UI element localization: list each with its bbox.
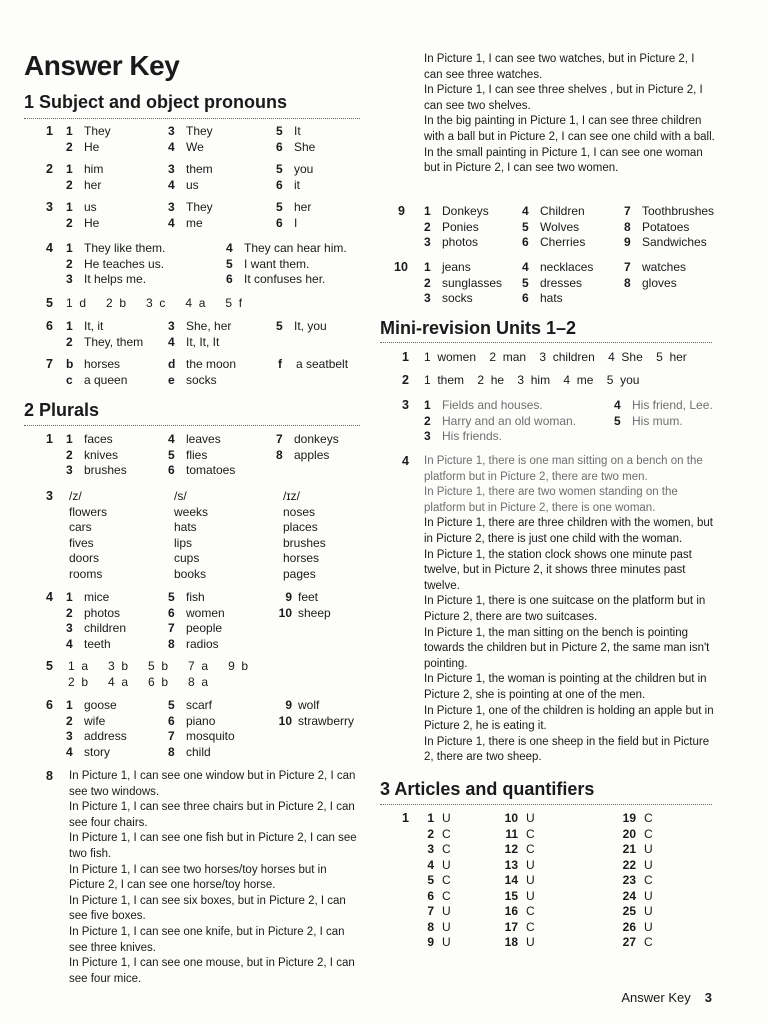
exercise-number: 1 xyxy=(46,124,53,138)
exercise-1-4: 4 1 They like them. 2 He teaches us. 3 It helps me. 4 They can hear him. 5 I want them. 6 It confuses her. xyxy=(46,241,347,286)
exercise-number: 10 xyxy=(394,260,408,274)
exercise-number: 4 xyxy=(402,454,409,468)
section-heading-pronouns: 1 Subject and object pronouns xyxy=(24,92,288,112)
exercise-number: 1 xyxy=(402,811,409,825)
exercise-number: 9 xyxy=(398,204,405,218)
exercise-2-8-continued: In Picture 1, I can see two watches, but in Picture 2, I can see three watches. In Picture 1, I can see three shelves , but in Picture 2, I can see two shelves. In the big painting in Picture 1, I can see three children with a ball but in Picture 2, I can see one child with a ball. In the small painting in Picture 1, I can see one woman but in Picture 2, I can see two women. xyxy=(424,53,715,175)
exercise-number: 4 xyxy=(46,590,53,604)
mini-exercise-4 xyxy=(402,454,718,774)
page-number: 3 xyxy=(704,990,712,1005)
answer-paragraphs: In Picture 1, there is one man sitting on a bench on the platform but in Picture 2, there are two men. In Picture 1, there are two women standing on the platform but in Picture 2, there is one woman. In Picture 1, there are three children with the women, but in Picture 2, there is just one child with the woman. In Picture 1, the station clock shows one minute past twelve, but in Picture 2, it shows three minutes past twelve. In Picture 1, there is one suitcase on the platform but in Picture 2, there are two suitcases. In Picture 1, the man sitting on the bench is pointing towards the children but in Picture 2, the same man isn't pointing. In Picture 1, the woman is pointing at the children but in Picture 2, she is pointing at one of the men. In Picture 1, one of the children is holding an apple but in Picture 2, he is eating it. In Picture 1, there is one sheep in the field but in Picture 2, there are two sheep. xyxy=(424,455,714,764)
exercise-number: 2 xyxy=(402,373,409,387)
section-rule xyxy=(24,118,360,119)
exercise-number: 1 xyxy=(46,432,53,446)
footer-label: Answer Key xyxy=(621,990,691,1005)
exercise-2-3: 3 /z/ flowers cars fives doors rooms /s/ weeks hats lips cups books /ɪz/ noses places brushes horses pages xyxy=(46,489,326,581)
page-title: Answer Key xyxy=(24,50,180,81)
exercise-2-6: 6 1 goose 2 wife 3 address 4 story 5 scarf 6 piano 7 mosquito 8 child 9 wolf 10 strawberry xyxy=(46,698,355,759)
exercise-1-6: 6 1 It, it 2 They, them 3 She, her 4 It, It, It 5 It, you xyxy=(46,319,327,349)
exercise-1-2: 2 1 him 2 her 3 them 4 us 5 you 6 it xyxy=(46,162,314,192)
answer-paragraphs: In Picture 1, I can see one window but in Picture 2, I can see two windows. In Picture 1, I can see three chairs but in Picture 2, I can see four chairs. In Picture 1, I can see one fish but in Picture 2, I can see two fish. In Picture 1, I can see two horses/toy horses but in Picture 2, I can see one horse/toy horse. In Picture 1, I can see six boxes, but in Picture 2, I can see five boxes. In Picture 1, I can see one knife, but in Picture 2, I can see three knives. In Picture 1, I can see one mouse, but in Picture 2, I can see four mice. xyxy=(69,770,357,985)
page-footer xyxy=(621,990,712,1005)
exercise-number: 1 xyxy=(402,350,409,364)
exercise-number: 3 xyxy=(402,398,409,412)
section-heading-articles: 3 Articles and quantifiers xyxy=(380,779,595,799)
exercise-2-1: 1 1 faces 2 knives 3 brushes 4 leaves 5 flies 6 tomatoes 7 donkeys 8 apples xyxy=(46,432,339,477)
exercise-1-7: 7 b horses c a queen d the moon e socks f a seatbelt xyxy=(46,357,349,387)
exercise-number: 5 xyxy=(46,659,53,673)
exercise-2-9: 9 1 Donkeys 2 Ponies 3 photos 4 Children 5 Wolves 6 Cherries 7 Toothbrushes 8 Potatoes 9 Sandwiches xyxy=(398,204,715,249)
section-rule xyxy=(380,804,712,805)
exercise-2-10: 10 1 jeans 2 sunglasses 3 socks 4 necklaces 5 dresses 6 hats 7 watches 8 gloves xyxy=(394,260,687,305)
exercise-2-5: 5 1 a 3 b 5 b 7 a 9 b 2 b 4 a 6 b 8 a xyxy=(46,659,249,689)
section-rule xyxy=(24,425,360,426)
exercise-1-5: 5 1 d 2 b 3 c 4 a 5 f xyxy=(46,296,243,310)
exercise-number: 3 xyxy=(46,489,53,503)
answer-column-1: 1 U 2 C 3 C 4 U 5 C 6 C 7 U 8 U 9 U xyxy=(427,811,451,949)
exercise-2-4: 4 1 mice 2 photos 3 children 4 teeth 5 fish 6 women 7 people 8 radios 9 feet 10 sheep xyxy=(46,590,331,651)
section-heading-mini-revision: Mini-revision Units 1–2 xyxy=(380,318,577,338)
exercise-3-1 xyxy=(402,811,702,955)
exercise-number: 6 xyxy=(46,319,53,333)
exercise-number: 4 xyxy=(46,241,53,255)
exercise-number: 3 xyxy=(46,200,53,214)
exercise-number: 5 xyxy=(46,296,53,310)
mini-exercise-1: 1 1 women 2 man 3 children 4 She 5 her xyxy=(402,350,687,364)
section-rule xyxy=(380,342,712,343)
exercise-1-3: 3 1 us 2 He 3 They 4 me 5 her 6 I xyxy=(46,200,312,230)
mini-exercise-3: 3 1 Fields and houses. 2 Harry and an old woman. 3 His friends. 4 His friend, Lee. 5 His mum. xyxy=(402,398,713,443)
section-heading-plurals: 2 Plurals xyxy=(24,400,100,420)
mini-exercise-2: 2 1 them 2 he 3 him 4 me 5 you xyxy=(402,373,640,387)
exercise-1-1: 1 1 They 2 He 3 They 4 We 5 It 6 She xyxy=(46,124,316,154)
answer-column-3: 19 C 20 C 21 U 22 U 23 C 24 U 25 U 26 U 27 C xyxy=(622,811,653,949)
exercise-2-8 xyxy=(46,769,364,989)
exercise-number: 7 xyxy=(46,357,53,371)
exercise-number: 8 xyxy=(46,769,53,783)
exercise-number: 6 xyxy=(46,698,53,712)
answer-column-2: 10 U 11 C 12 C 13 U 14 U 15 U 16 C 17 C 18 U xyxy=(504,811,535,949)
exercise-number: 2 xyxy=(46,162,53,176)
